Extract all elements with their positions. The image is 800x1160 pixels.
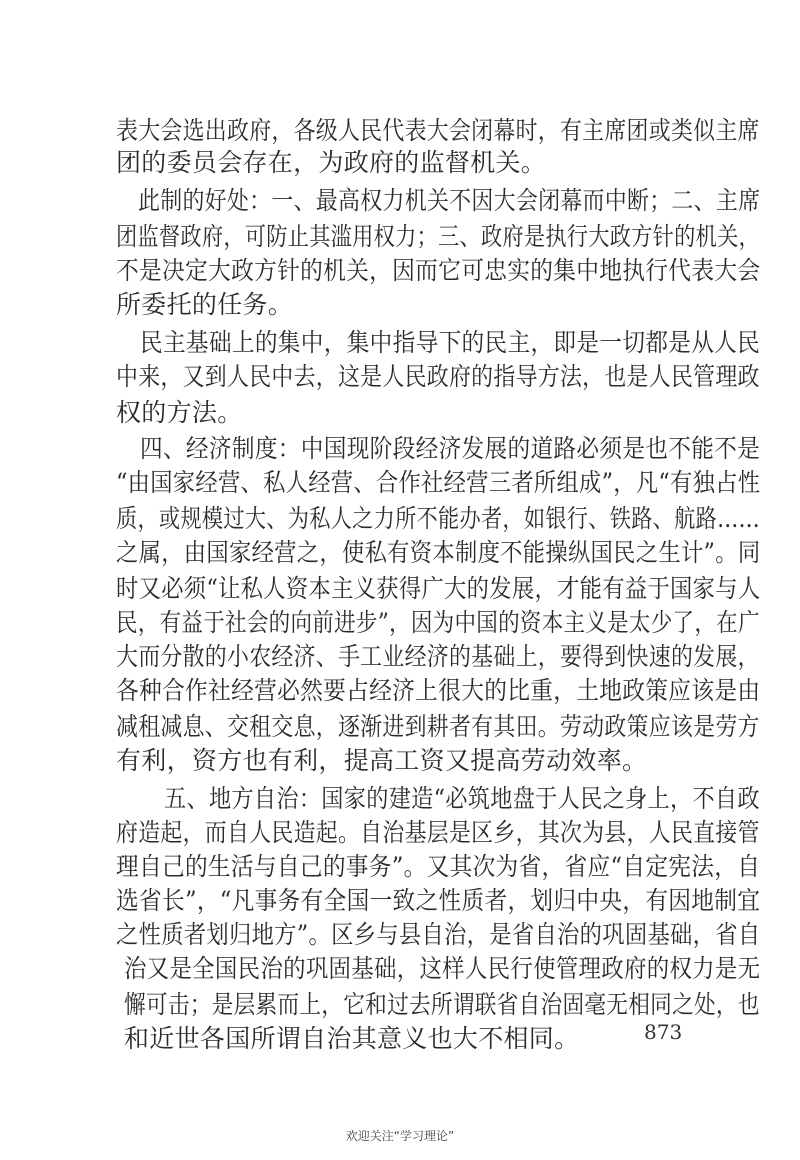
text-line: 五、地方自治：国家的建造“必筑地盘于人民之身上，不自政: [164, 784, 760, 813]
text-line: 减租减息、交租交息，逐渐进到耕者有其田。劳动政策应该是劳方: [116, 712, 760, 741]
text-line: 表大会选出政府，各级人民代表大会闭幕时，有主席团或类似主席: [116, 116, 760, 145]
page-number: 873: [644, 1020, 683, 1044]
text-line: 理自己的生活与自己的事务”。又其次为省，省应“自定宪法，自: [116, 852, 761, 881]
text-line: 此制的好处：一、最高权力机关不因大会闭幕而中断；二、主席: [138, 186, 761, 215]
text-line: 权的方法。: [116, 398, 243, 427]
text-line: 不是决定大政方针的机关，因而它可忠实的集中地执行代表大会: [116, 256, 761, 285]
text-line: 选省长”，“凡事务有全国一致之性质者，划归中央，有因地制宜: [116, 886, 761, 915]
text-line: 各种合作社经营必然要占经济上很大的比重，土地政策应该是由: [116, 676, 761, 705]
text-line: 治又是全国民治的巩固基础，这样人民行使管理政府的权力是无: [124, 954, 761, 983]
text-line: 和近世各国所谓自治其意义也大不相同。: [124, 1024, 580, 1053]
text-line: 之性质者划归地方”。区乡与县自治，是省自治的巩固基础，省自: [116, 920, 761, 949]
text-line: 中来，又到人民中去，这是人民政府的指导方法，也是人民管理政: [116, 362, 760, 391]
text-line: 民主基础上的集中，集中指导下的民主，即是一切都是从人民: [140, 328, 761, 357]
text-line: 府造起，而自人民造起。自治基层是区乡，其次为县，人民直接管: [116, 818, 760, 847]
footer-caption: 欢迎关注“学习理论”: [345, 1129, 455, 1143]
text-line: 所委托的任务。: [116, 290, 294, 319]
text-line: 时又必须“让私人资本主义获得广大的发展，才能有益于国家与人: [116, 574, 761, 603]
text-line: 民，有益于社会的向前进步”，因为中国的资本主义是太少了，在广: [116, 608, 760, 637]
text-line: 有利，资方也有利，提高工资又提高劳动效率。: [116, 746, 648, 775]
text-line: “由国家经营、私人经营、合作社经营三者所组成”，凡“有独占性: [116, 468, 761, 497]
text-line: 质，或规模过大、为私人之力所不能办者，如银行、铁路、航路……: [116, 504, 761, 533]
text-line: 团监督政府，可防止其滥用权力；三、政府是执行大政方针的机关，: [116, 222, 761, 251]
text-line: 之属，由国家经营之，使私有资本制度不能操纵国民之生计”。同: [116, 538, 761, 567]
text-line: 大而分散的小农经济、手工业经济的基础上，要得到快速的发展，: [116, 642, 760, 671]
text-line: 团的委员会存在，为政府的监督机关。: [116, 148, 547, 177]
text-line: 四、经济制度：中国现阶段经济发展的道路必须是也不能不是: [140, 434, 761, 463]
text-line: 懈可击；是层累而上，它和过去所谓联省自治固毫无相同之处，也: [124, 990, 760, 1019]
